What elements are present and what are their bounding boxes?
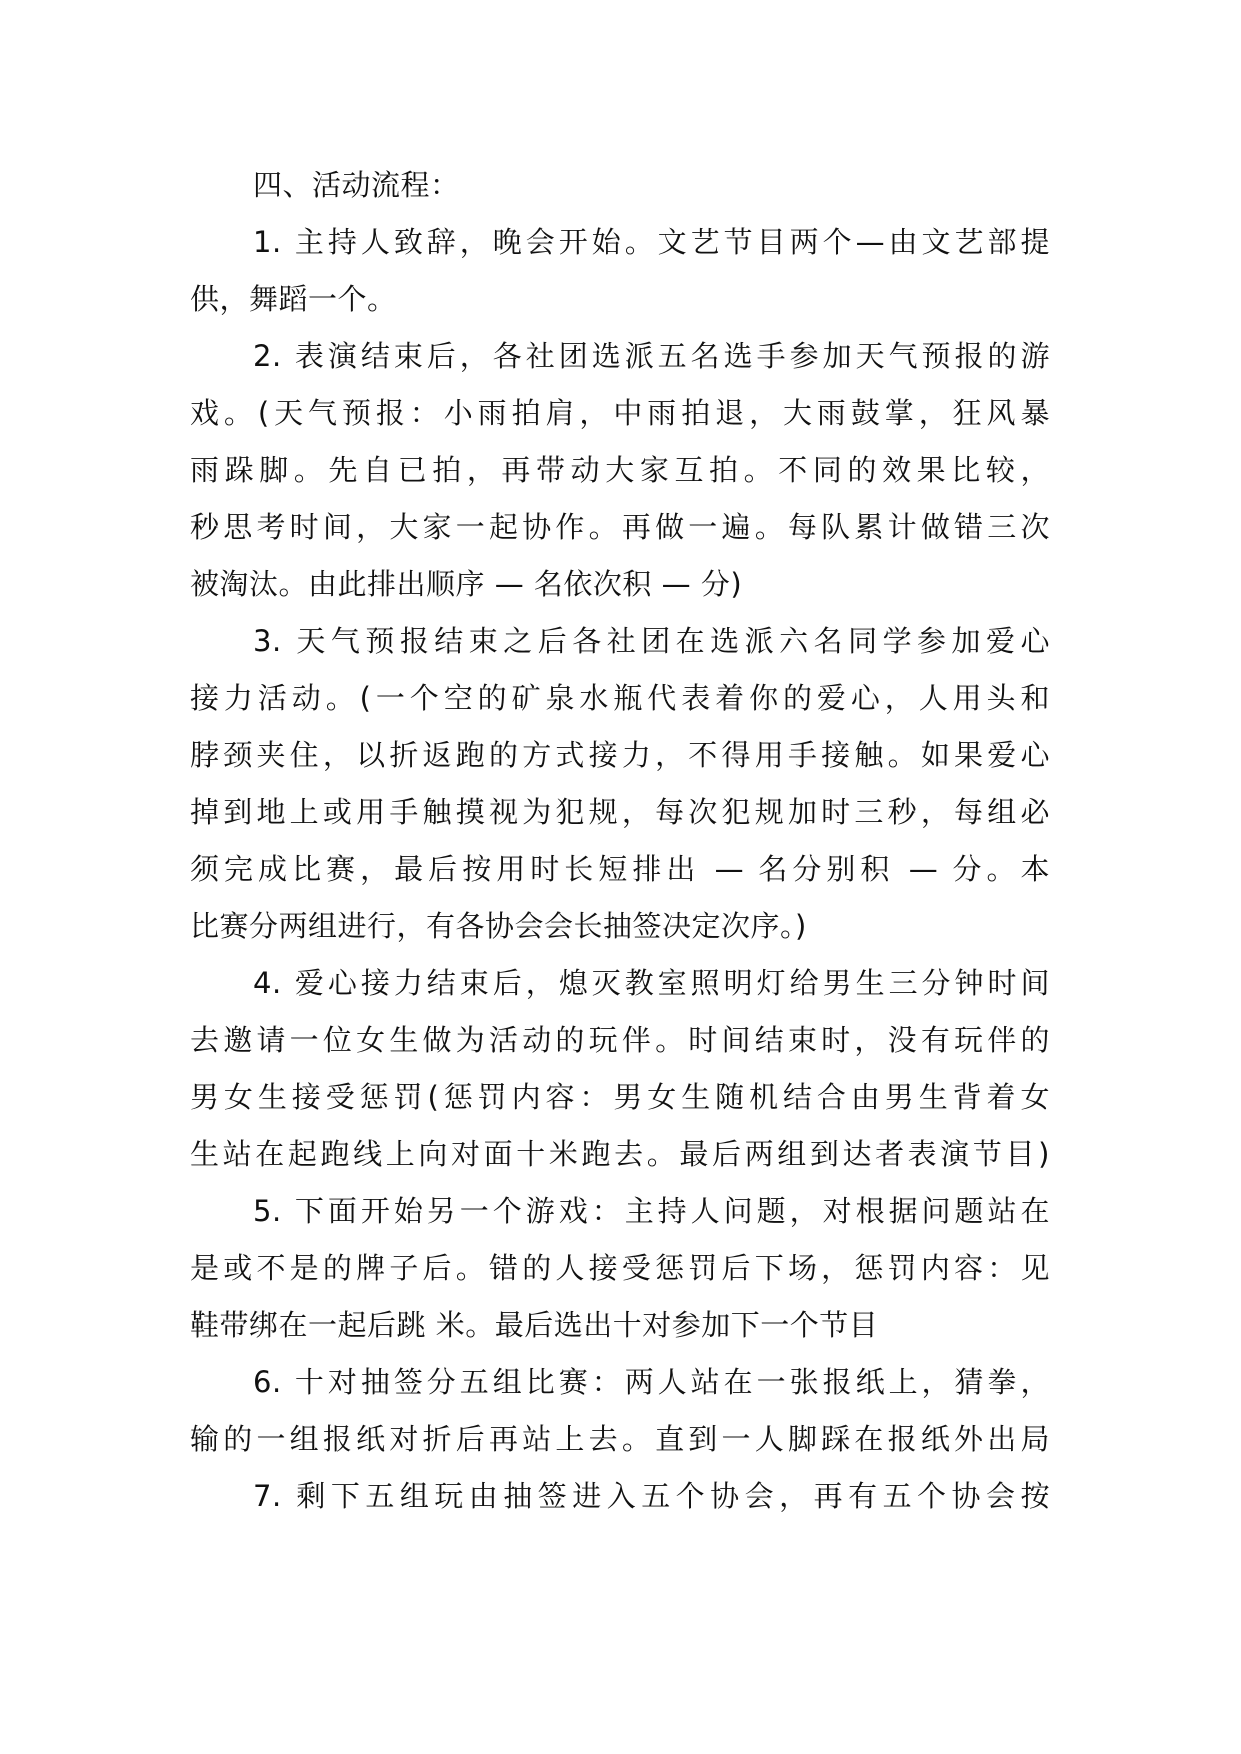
paragraph-3-line-6: 比赛分两组进行，有各协会会长抽签决定次序。) bbox=[190, 909, 807, 943]
paragraph-1-line-1: 1. 主持人致辞，晚会开始。文艺节目两个—由文艺部提 bbox=[253, 225, 1050, 259]
paragraph-5-line-1: 5. 下面开始另一个游戏：主持人问题，对根据问题站在 bbox=[253, 1194, 1050, 1228]
paragraph-4-line-1: 4. 爱心接力结束后，熄灭教室照明灯给男生三分钟时间 bbox=[253, 966, 1050, 1000]
paragraph-7-line-1: 7. 剩下五组玩由抽签进入五个协会，再有五个协会按 bbox=[253, 1479, 1050, 1513]
paragraph-6-line-1: 6. 十对抽签分五组比赛：两人站在一张报纸上，猜拳， bbox=[253, 1365, 1050, 1399]
paragraph-3-line-3: 脖颈夹住，以折返跑的方式接力，不得用手接触。如果爱心 bbox=[190, 738, 1050, 772]
paragraph-4-line-2: 去邀请一位女生做为活动的玩伴。时间结束时，没有玩伴的 bbox=[190, 1023, 1050, 1057]
paragraph-2-line-3: 雨跺脚。先自已拍，再带动大家互拍。不同的效果比较， bbox=[190, 453, 1050, 487]
paragraph-6-line-2: 输的一组报纸对折后再站上去。直到一人脚踩在报纸外出局 bbox=[190, 1422, 1050, 1456]
paragraph-2-line-2: 戏。(天气预报：小雨拍肩，中雨拍退，大雨鼓掌，狂风暴 bbox=[190, 396, 1050, 430]
paragraph-4-line-4: 生站在起跑线上向对面十米跑去。最后两组到达者表演节目) bbox=[190, 1137, 1050, 1171]
paragraph-3-line-1: 3. 天气预报结束之后各社团在选派六名同学参加爱心 bbox=[253, 624, 1050, 658]
section-heading: 四、活动流程： bbox=[253, 168, 460, 202]
paragraph-5-line-3: 鞋带绑在一起后跳 米。最后选出十对参加下一个节目 bbox=[190, 1308, 879, 1342]
paragraph-3-line-4: 掉到地上或用手触摸视为犯规，每次犯规加时三秒，每组必 bbox=[190, 795, 1050, 829]
paragraph-3-line-2: 接力活动。(一个空的矿泉水瓶代表着你的爱心，人用头和 bbox=[190, 681, 1050, 715]
paragraph-2-line-5: 被淘汰。由此排出顺序 — 名依次积 — 分) bbox=[190, 567, 743, 601]
paragraph-2-line-1: 2. 表演结束后，各社团选派五名选手参加天气预报的游 bbox=[253, 339, 1050, 373]
paragraph-1-line-2: 供，舞蹈一个。 bbox=[190, 282, 397, 316]
paragraph-3-line-5: 须完成比赛，最后按用时长短排出 — 名分别积 — 分。本 bbox=[190, 852, 1050, 886]
paragraph-4-line-3: 男女生接受惩罚(惩罚内容：男女生随机结合由男生背着女 bbox=[190, 1080, 1050, 1114]
paragraph-5-line-2: 是或不是的牌子后。错的人接受惩罚后下场，惩罚内容：见 bbox=[190, 1251, 1050, 1285]
paragraph-2-line-4: 秒思考时间，大家一起协作。再做一遍。每队累计做错三次 bbox=[190, 510, 1050, 544]
